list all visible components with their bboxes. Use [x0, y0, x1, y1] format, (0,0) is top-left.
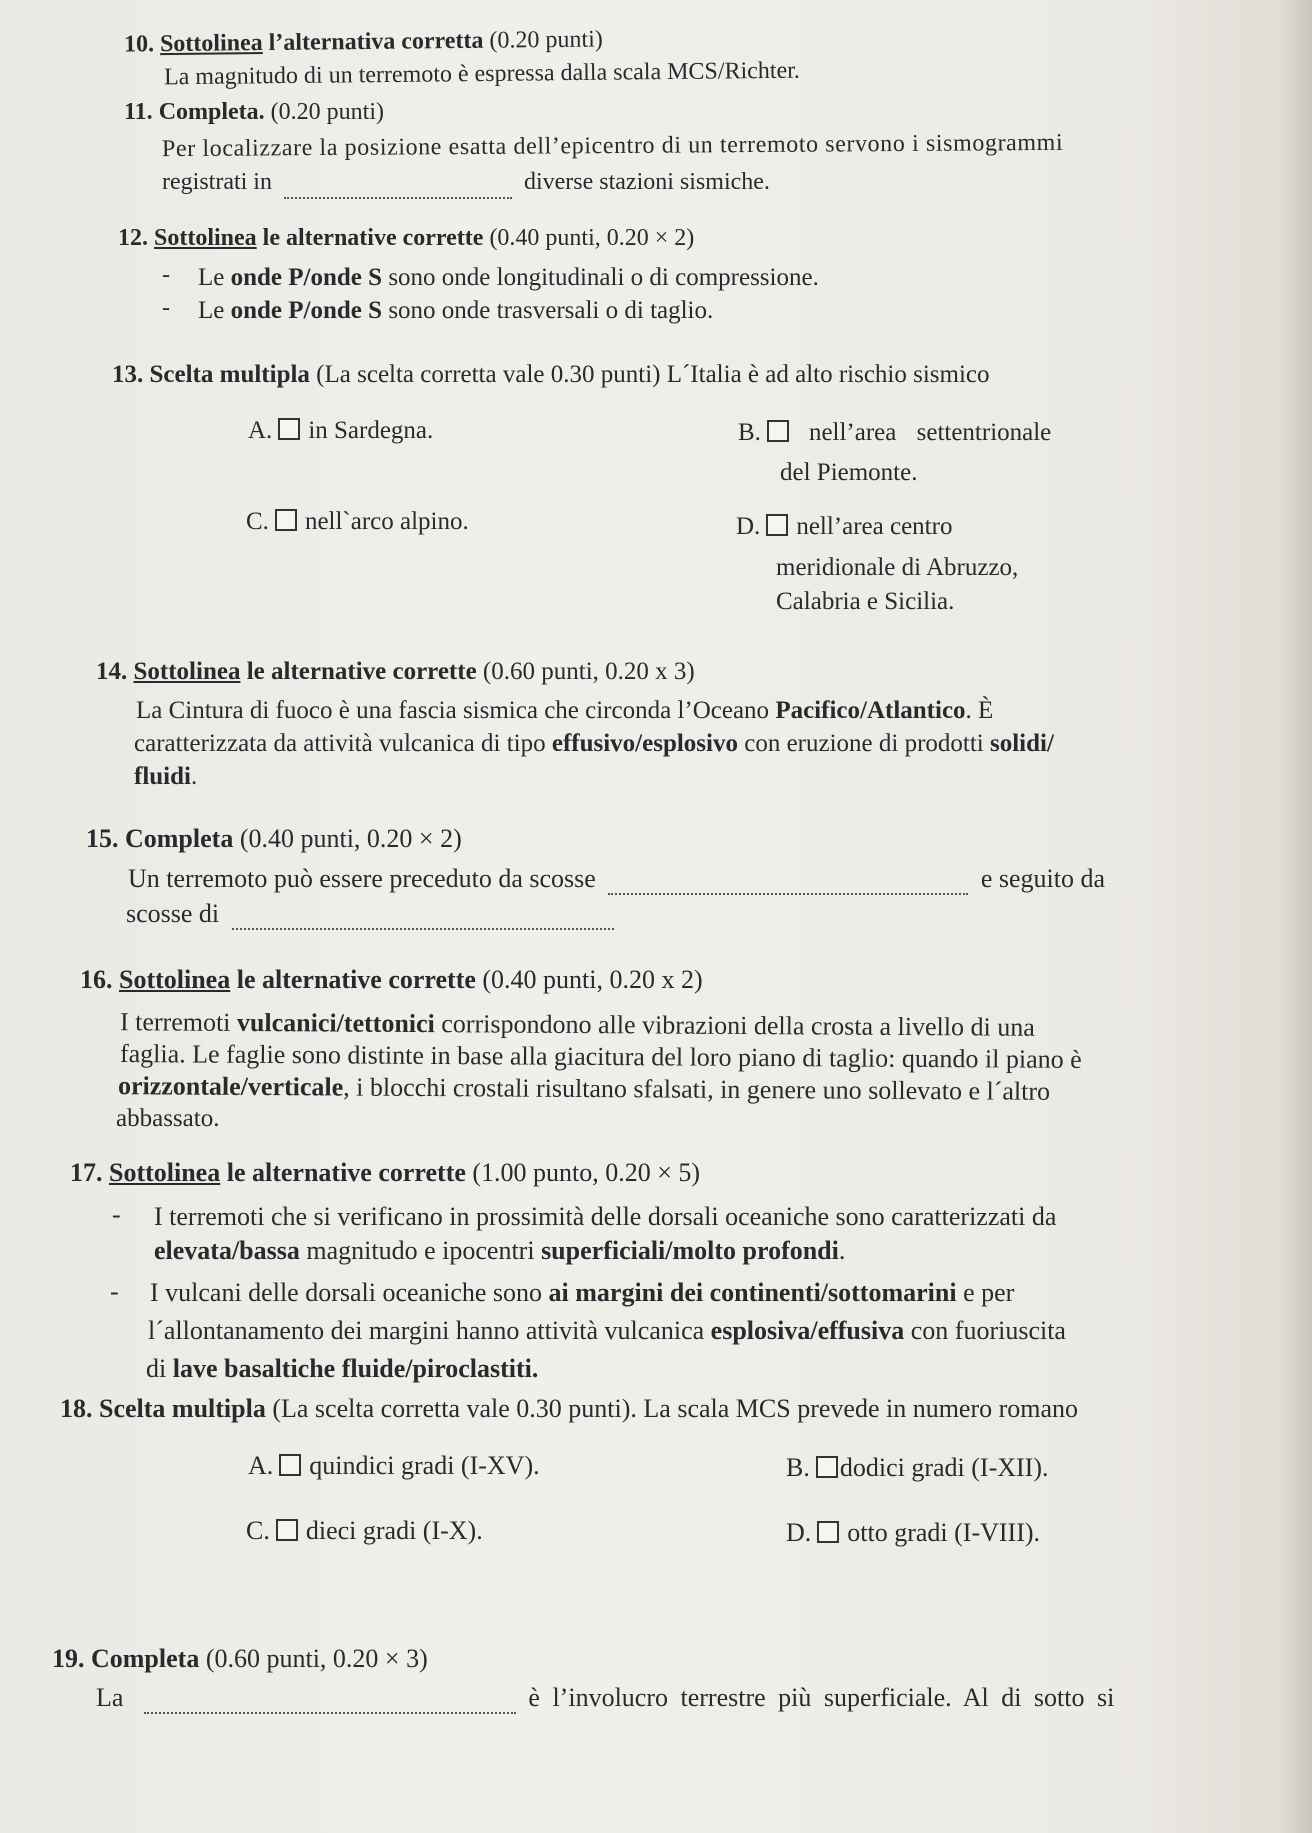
paper-edge-shadow — [1278, 0, 1312, 1833]
q18-keyword: Scelta multipla — [99, 1394, 266, 1423]
q17-instruction: le alternative corrette — [226, 1158, 466, 1187]
q17-item2-line3: di lave basaltiche fluide/piroclastiti. — [146, 1354, 539, 1383]
q13-number: 13. — [112, 361, 144, 388]
q14-instruction: le alternative corrette — [246, 658, 477, 685]
q18-checkbox-a[interactable] — [279, 1454, 301, 1476]
q19-points: (0.60 punti, 0.20 × 3) — [205, 1644, 428, 1673]
q17-choice-products[interactable]: lave basaltiche fluide/piroclastiti. — [172, 1354, 539, 1383]
q17-keyword: Sottolinea — [109, 1158, 221, 1187]
q17-choice-depth[interactable]: superficiali/molto profondi — [541, 1236, 839, 1265]
q17-choice-activity[interactable]: esplosiva/effusiva — [710, 1316, 905, 1345]
q17-number: 17. — [70, 1158, 103, 1187]
q11-keyword: Completa. — [158, 99, 265, 125]
q16-choice-plane[interactable]: orizzontale/verticale — [117, 1071, 344, 1102]
q15-blank-1[interactable] — [608, 871, 968, 895]
q13-checkbox-a[interactable] — [278, 418, 300, 440]
q15-line1: Un terremoto può essere preceduto da scosse e seguito da — [128, 864, 1106, 893]
q10-keyword: Sottolinea — [159, 30, 263, 58]
q18-number: 18. — [60, 1394, 93, 1423]
q14-choice-products[interactable]: solidi/ — [989, 730, 1054, 757]
q12-instruction: le alternative corrette — [262, 225, 484, 251]
q19-line1: La è l’involucro terrestre più superficiale. Al di sotto si — [96, 1680, 1114, 1714]
q18-heading — [60, 1393, 1078, 1425]
q10-text: La magnitudo di un terremoto è espressa dalla scala MCS/Richter. — [163, 57, 800, 91]
q17-item1-line1: I terremoti che si verificano in prossimità delle dorsali oceaniche sono caratterizzati da — [154, 1202, 1057, 1231]
q19-keyword: Completa — [91, 1644, 200, 1673]
q11-line1: Per localizzare la posizione esatta dell’epicentro di un terremoto servono i sismogrammi — [161, 129, 1064, 163]
q14-line3: fluidi. — [134, 763, 198, 790]
q14-choice-ocean[interactable]: Pacifico/Atlantico — [775, 697, 966, 724]
q16-line4: abbassato. — [116, 1105, 220, 1132]
q15-blank-2[interactable] — [232, 898, 614, 930]
q12-heading — [118, 222, 694, 254]
q18-checkbox-d[interactable] — [817, 1521, 839, 1543]
q19-heading — [52, 1643, 428, 1675]
q16-keyword: Sottolinea — [119, 965, 231, 994]
q16-number: 16. — [80, 965, 113, 994]
q14-line1: La Cintura di fuoco è una fascia sismica che circonda l’Oceano Pacifico/Atlantico. È — [136, 697, 994, 724]
q18-option-b: B. dodici gradi (I-XII). — [786, 1453, 1049, 1482]
q12-keyword: Sottolinea — [154, 225, 257, 251]
q13-checkbox-b[interactable] — [767, 420, 789, 442]
q19-number: 19. — [52, 1644, 85, 1673]
q17-choice-magnitude[interactable]: elevata/bassa — [154, 1236, 300, 1265]
q18-checkbox-b[interactable] — [816, 1456, 838, 1478]
q14-choice-activity[interactable]: effusivo/esplosivo — [551, 730, 738, 757]
q17-heading — [70, 1157, 700, 1189]
q13-option-d-cont1: meridionale di Abruzzo, — [776, 554, 1019, 581]
q16-points: (0.40 punti, 0.20 x 2) — [482, 965, 703, 994]
q14-line2: caratterizzata da attività vulcanica di tipo effusivo/esplosivo con eruzione di prodotti solidi/ — [134, 730, 1054, 757]
q11-heading — [124, 96, 384, 128]
q14-keyword: Sottolinea — [133, 658, 241, 685]
q17-bullet-1: - — [112, 1200, 121, 1229]
q18-option-a: A. quindici gradi (I-XV). — [248, 1451, 540, 1480]
q10-points: (0.20 punti) — [489, 26, 603, 54]
q11-number: 11. — [124, 99, 153, 125]
q13-option-d: D. nell’area centro — [736, 513, 953, 540]
q17-item2-line2: l´allontanamento dei margini hanno attività vulcanica esplosiva/effusiva con fuoriuscita — [148, 1316, 1066, 1345]
q16-instruction: le alternative corrette — [236, 965, 476, 994]
q15-points: (0.40 punti, 0.20 × 2) — [239, 824, 462, 853]
q11-blank[interactable] — [284, 175, 512, 199]
q15-heading — [86, 823, 462, 855]
q12-points: (0.40 punti, 0.20 × 2) — [489, 225, 695, 251]
q12-bullet-2: - — [162, 295, 170, 321]
q12-bullet-1: - — [162, 262, 170, 288]
q12-item-2: Le onde P/onde S sono onde trasversali o di taglio. — [198, 297, 714, 324]
q17-item2-line1: I vulcani delle dorsali oceaniche sono ai margini dei continenti/sottomarini e per — [150, 1278, 1015, 1307]
q16-line1: I terremoti vulcanici/tettonici corrispondono alle vibrazioni della crosta a livello di una — [119, 1007, 1035, 1042]
q14-heading — [96, 656, 695, 688]
q10-number: 10. — [123, 31, 155, 58]
q13-option-b-cont: del Piemonte. — [780, 459, 918, 486]
q13-keyword: Scelta multipla — [149, 361, 310, 388]
q13-heading — [112, 359, 990, 391]
q15-number: 15. — [86, 824, 119, 853]
q12-choice-2[interactable]: onde P/onde S — [230, 297, 383, 324]
q13-option-a: A. in Sardegna. — [248, 417, 434, 444]
q13-option-b: B. nell’area settentrionale — [738, 419, 1052, 446]
q13-option-d-cont2: Calabria e Sicilia. — [776, 588, 955, 615]
q11-line2 — [162, 166, 770, 199]
q17-choice-location[interactable]: ai margini dei continenti/sottomarini — [548, 1278, 957, 1307]
q10-heading — [124, 23, 603, 60]
q13-option-c: C. nell`arco alpino. — [246, 508, 469, 535]
q14-number: 14. — [96, 658, 128, 685]
q12-item-1: Le onde P/onde S sono onde longitudinali o di compressione. — [198, 264, 819, 291]
q17-points: (1.00 punto, 0.20 × 5) — [472, 1158, 701, 1187]
q12-number: 12. — [118, 225, 148, 251]
q11-text-b: diverse stazioni sismiche. — [523, 169, 770, 195]
q18-option-d: D. otto gradi (I-VIII). — [786, 1518, 1041, 1547]
q10-instruction: l’alternativa corretta — [268, 27, 484, 56]
q13-stem: (La scelta corretta vale 0.30 punti) L´Italia è ad alto rischio sismico — [316, 361, 990, 388]
q14-points: (0.60 punti, 0.20 x 3) — [482, 658, 695, 685]
q19-blank[interactable] — [144, 1680, 516, 1714]
q17-item1-line2: elevata/bassa magnitudo e ipocentri superficiali/molto profondi. — [154, 1236, 846, 1265]
q18-option-c: C. dieci gradi (I-X). — [246, 1516, 483, 1545]
q15-keyword: Completa — [125, 824, 234, 853]
q13-checkbox-c[interactable] — [275, 509, 297, 531]
q16-heading — [80, 964, 703, 996]
q16-choice-type[interactable]: vulcanici/tettonici — [236, 1007, 435, 1039]
q15-line2: scosse di — [126, 897, 620, 930]
q16-line2: faglia. Le faglie sono distinte in base alla giacitura del loro piano di taglio: quando il piano è — [119, 1039, 1082, 1074]
q18-checkbox-c[interactable] — [276, 1519, 298, 1541]
q18-stem: (La scelta corretta vale 0.30 punti). La scala MCS prevede in numero romano — [272, 1394, 1079, 1423]
q16-line3: orizzontale/verticale, i blocchi crostali risultano sfalsati, in genere uno sollevato e l´altro — [117, 1071, 1051, 1106]
q11-text-a: registrati in — [162, 169, 272, 195]
q17-bullet-2: - — [110, 1277, 119, 1306]
q13-checkbox-d[interactable] — [766, 514, 788, 536]
q11-points: (0.20 punti) — [270, 99, 384, 125]
q12-choice-1[interactable]: onde P/onde S — [230, 264, 383, 291]
